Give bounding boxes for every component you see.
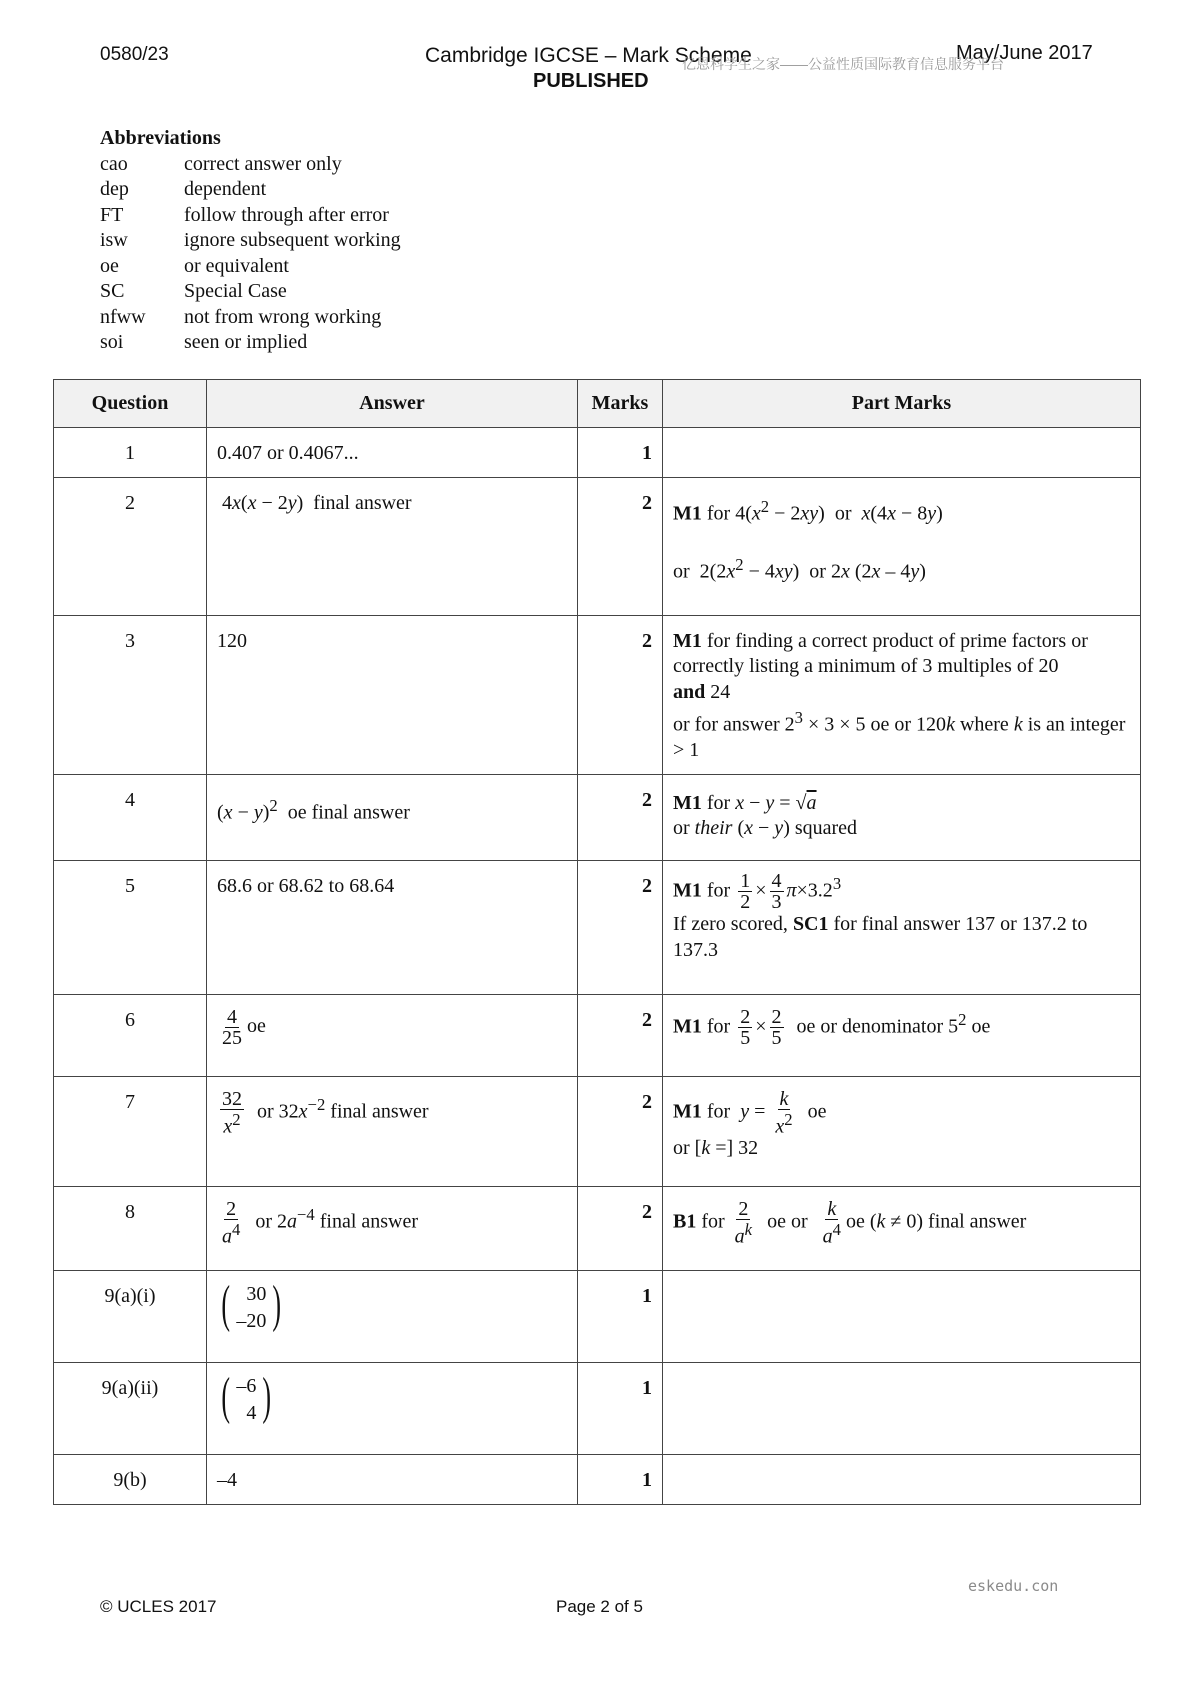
- fraction-numerator: 32: [222, 1087, 242, 1110]
- question-number: 2: [125, 491, 135, 514]
- footer-copyright: © UCLES 2017: [100, 1597, 217, 1616]
- marks-cell: 2: [642, 874, 652, 897]
- abbr-meaning: follow through after error: [184, 203, 389, 226]
- part-marks-text: or [: [673, 1137, 702, 1160]
- table-row: [54, 860, 1141, 994]
- column-header-marks: Marks: [578, 380, 663, 428]
- abbr-meaning: Special Case: [184, 280, 287, 302]
- abbr-code: soi: [100, 331, 124, 353]
- column-header-answer: Answer: [207, 380, 578, 428]
- published-label: PUBLISHED: [533, 70, 649, 92]
- variable-k: k: [946, 713, 955, 736]
- mark-code: M1: [673, 502, 702, 525]
- part-marks-cell: [663, 1454, 1141, 1504]
- marks-cell: 2: [642, 788, 652, 811]
- part-marks-text: for final answer 137 or 137.2 to 137.3: [673, 913, 1088, 961]
- column-vector: ( –6 4 ): [221, 1367, 272, 1425]
- part-marks-cell: B1 for $\frac{2}{a^k}$ oe or $\frac{k}{a^4}$ oe (k ≠ 0) final answer: [673, 1197, 1027, 1248]
- abbreviation-row: [100, 177, 401, 203]
- part-marks-cell: M1 for $\frac{2}{5}$ × $\frac{2}{5}$ oe or denominator $5^2$ oe: [673, 1006, 991, 1050]
- abbr-meaning: not from wrong working: [184, 305, 382, 328]
- for-word: for: [706, 791, 731, 814]
- footer-page-number: Page 2 of 5: [556, 1597, 643, 1616]
- abbr-meaning: ignore subsequent working: [184, 229, 401, 251]
- question-number: 6: [125, 1008, 135, 1031]
- question-number: 1: [125, 442, 135, 464]
- their-word: their: [694, 817, 733, 840]
- table-row: [54, 1362, 1141, 1454]
- mark-code: B1: [673, 1210, 697, 1233]
- exam-session: May/June 2017: [956, 42, 1093, 64]
- table-row: [54, 994, 1141, 1076]
- for-word: for: [706, 1100, 731, 1123]
- answer-cell: 4x(x − 2y) final answer: [217, 491, 412, 514]
- question-number: 9(b): [113, 1468, 147, 1491]
- for-word: for: [706, 879, 731, 902]
- for-word: for: [706, 502, 731, 525]
- and-word: and: [673, 680, 706, 703]
- abbreviation-row: [100, 152, 401, 178]
- or-word: or: [809, 560, 826, 583]
- mark-code: M1: [673, 629, 702, 652]
- paper-code: 0580/23: [100, 44, 169, 65]
- marks-cell: 1: [642, 442, 652, 464]
- vector-bottom: –20: [236, 1309, 267, 1332]
- answer-cell: [207, 995, 577, 1058]
- answer-note: oe final answer: [287, 801, 410, 824]
- abbreviation-row: [100, 330, 401, 356]
- answer-cell: 0.407 or 0.4067...: [217, 442, 359, 464]
- part-marks-text: is an integer > 1: [673, 713, 1126, 762]
- marks-cell: 2: [642, 491, 652, 514]
- fraction-denominator: 25: [222, 1026, 242, 1049]
- squared-word: squared: [794, 817, 858, 840]
- table-row: [54, 1270, 1141, 1362]
- watermark: 亿恩科学生之家——公益性质国际教育信息服务平台: [682, 56, 1004, 72]
- mark-code: M1: [673, 791, 702, 814]
- or-word: or: [673, 560, 690, 583]
- or-word: or: [673, 817, 690, 840]
- abbr-code: nfww: [100, 305, 146, 328]
- mark-code: M1: [673, 1015, 702, 1038]
- exponent: 3: [794, 708, 803, 727]
- answer-cell: –4: [217, 1468, 237, 1491]
- answer-cell: $\frac{32}{x^2}$ or $32x^{-2}$ final answer: [222, 1087, 429, 1138]
- part-marks-text: If zero scored,: [673, 913, 788, 936]
- part-marks-cell: M1 for $\frac{1}{2}$ × $\frac{4}{3}$ $\pi\times 3.2^3$ If zero scored, SC1 for final answer 137 or 137.2 to 137.3: [673, 870, 1088, 961]
- abbreviation-row: [100, 279, 401, 305]
- mark-scheme-table: [53, 379, 1141, 1505]
- part-marks-text: × 3 × 5 oe or 120: [807, 713, 947, 736]
- abbr-code: dep: [100, 178, 129, 200]
- answer-cell: $\frac{2}{a^4}$ or $2a^{-4}$ final answer: [222, 1197, 419, 1248]
- part-marks-text: 24: [710, 680, 731, 703]
- part-marks-cell: M1 for x − y = √a or their (x − y) squared: [673, 791, 858, 840]
- abbreviation-row: [100, 228, 401, 254]
- fraction-numerator: 4: [227, 1005, 237, 1028]
- part-marks-cell: M1 for y = $\frac{k}{x^2}$ oe or [k =] 32: [673, 1087, 827, 1160]
- part-marks-cell: [663, 616, 1140, 774]
- answer-cell: 68.6 or 68.62 to 68.64: [217, 874, 395, 897]
- answer-cell: [207, 1271, 577, 1347]
- vector-top: 30: [246, 1282, 267, 1305]
- part-marks-text: oe (: [845, 1210, 877, 1233]
- fraction-numerator: 2: [226, 1197, 237, 1220]
- question-number: 3: [125, 629, 135, 652]
- abbr-meaning: seen or implied: [184, 331, 308, 353]
- for-word: for: [701, 1210, 725, 1233]
- marks-cell: 1: [642, 1284, 652, 1307]
- part-marks-cell: [663, 428, 1141, 478]
- for-word: for: [706, 1015, 731, 1038]
- oe-word: oe: [807, 1100, 827, 1123]
- part-marks-text: =] 32: [715, 1137, 759, 1160]
- abbreviation-row: [100, 203, 401, 229]
- column-vector: ( 30 –20 ): [221, 1275, 282, 1333]
- abbreviations-heading: Abbreviations: [100, 127, 221, 149]
- mark-code: M1: [673, 879, 702, 902]
- oe-word: oe: [971, 1015, 991, 1038]
- part-marks-text: oe or: [767, 1210, 808, 1233]
- abbr-code: SC: [100, 280, 125, 302]
- part-marks-cell: M1 for $4(x^2 - 2xy)$ or x(4x − 8y) or $2(2x^2 - 4xy)$ or 2x (2x – 4y): [673, 496, 943, 583]
- document-title: Cambridge IGCSE – Mark Scheme: [425, 44, 752, 67]
- table-row: [54, 477, 1141, 615]
- mark-code: M1: [673, 1100, 702, 1123]
- vector-bottom: 4: [246, 1401, 257, 1424]
- table-row: [54, 1186, 1141, 1270]
- answer-cell: [207, 1363, 577, 1439]
- part-marks-cell: [663, 1270, 1141, 1362]
- table-row: [54, 1076, 1141, 1186]
- question-number: 9(a)(i): [104, 1284, 156, 1307]
- abbr-meaning: or equivalent: [184, 254, 289, 277]
- variable-k: k: [701, 1137, 711, 1160]
- answer-cell: 120: [217, 629, 247, 652]
- part-marks-text: ≠ 0) final answer: [890, 1210, 1027, 1233]
- part-marks-cell: [663, 1362, 1141, 1454]
- abbr-meaning: dependent: [184, 178, 267, 200]
- abbr-meaning: correct answer only: [184, 152, 342, 175]
- marks-cell: 2: [642, 1008, 652, 1031]
- question-number: 8: [125, 1200, 135, 1223]
- abbr-code: isw: [100, 229, 128, 251]
- abbreviations-list: [100, 126, 401, 356]
- table-row: [54, 428, 1141, 478]
- marks-cell: 2: [642, 1200, 652, 1223]
- special-case-code: SC1: [792, 913, 829, 936]
- abbr-code: oe: [100, 254, 119, 277]
- question-number: 5: [125, 874, 135, 897]
- part-marks-text: where: [959, 713, 1009, 736]
- answer-note: final answer: [313, 491, 412, 514]
- table-row: [54, 1454, 1141, 1504]
- part-marks-text: for finding a correct product of prime factors or correctly listing a minimum of 3 multiples of 20: [673, 629, 1088, 677]
- marks-cell: 2: [642, 629, 652, 652]
- table-header-row: [54, 380, 1141, 428]
- part-marks-text: or for answer 2: [673, 713, 795, 736]
- table-row: [54, 774, 1141, 860]
- variable-k: k: [1013, 713, 1023, 736]
- question-number: 7: [125, 1090, 135, 1113]
- answer-note: final answer: [330, 1100, 429, 1123]
- footer-site: eskedu.con: [968, 1577, 1059, 1595]
- column-header-question: Question: [54, 380, 207, 428]
- exponent: 2: [958, 1009, 967, 1029]
- question-number: 4: [125, 788, 135, 811]
- vector-top: –6: [236, 1374, 257, 1397]
- part-marks-text: oe or denominator 5: [796, 1015, 959, 1038]
- abbreviation-row: [100, 254, 401, 280]
- or-word: or: [834, 502, 852, 525]
- abbr-code: cao: [100, 152, 128, 175]
- table-row: [54, 615, 1141, 774]
- marks-cell: 1: [642, 1468, 652, 1491]
- answer-cell: $(x - y)^2$ oe final answer: [217, 795, 410, 824]
- abbreviation-row: [100, 305, 401, 331]
- question-number: 9(a)(ii): [101, 1376, 159, 1399]
- answer-note: final answer: [319, 1210, 419, 1233]
- marks-cell: 2: [642, 1090, 652, 1113]
- abbr-code: FT: [100, 203, 124, 226]
- answer-note: oe: [247, 1014, 266, 1037]
- marks-cell: 1: [642, 1376, 652, 1399]
- column-header-part-marks: Part Marks: [663, 380, 1141, 428]
